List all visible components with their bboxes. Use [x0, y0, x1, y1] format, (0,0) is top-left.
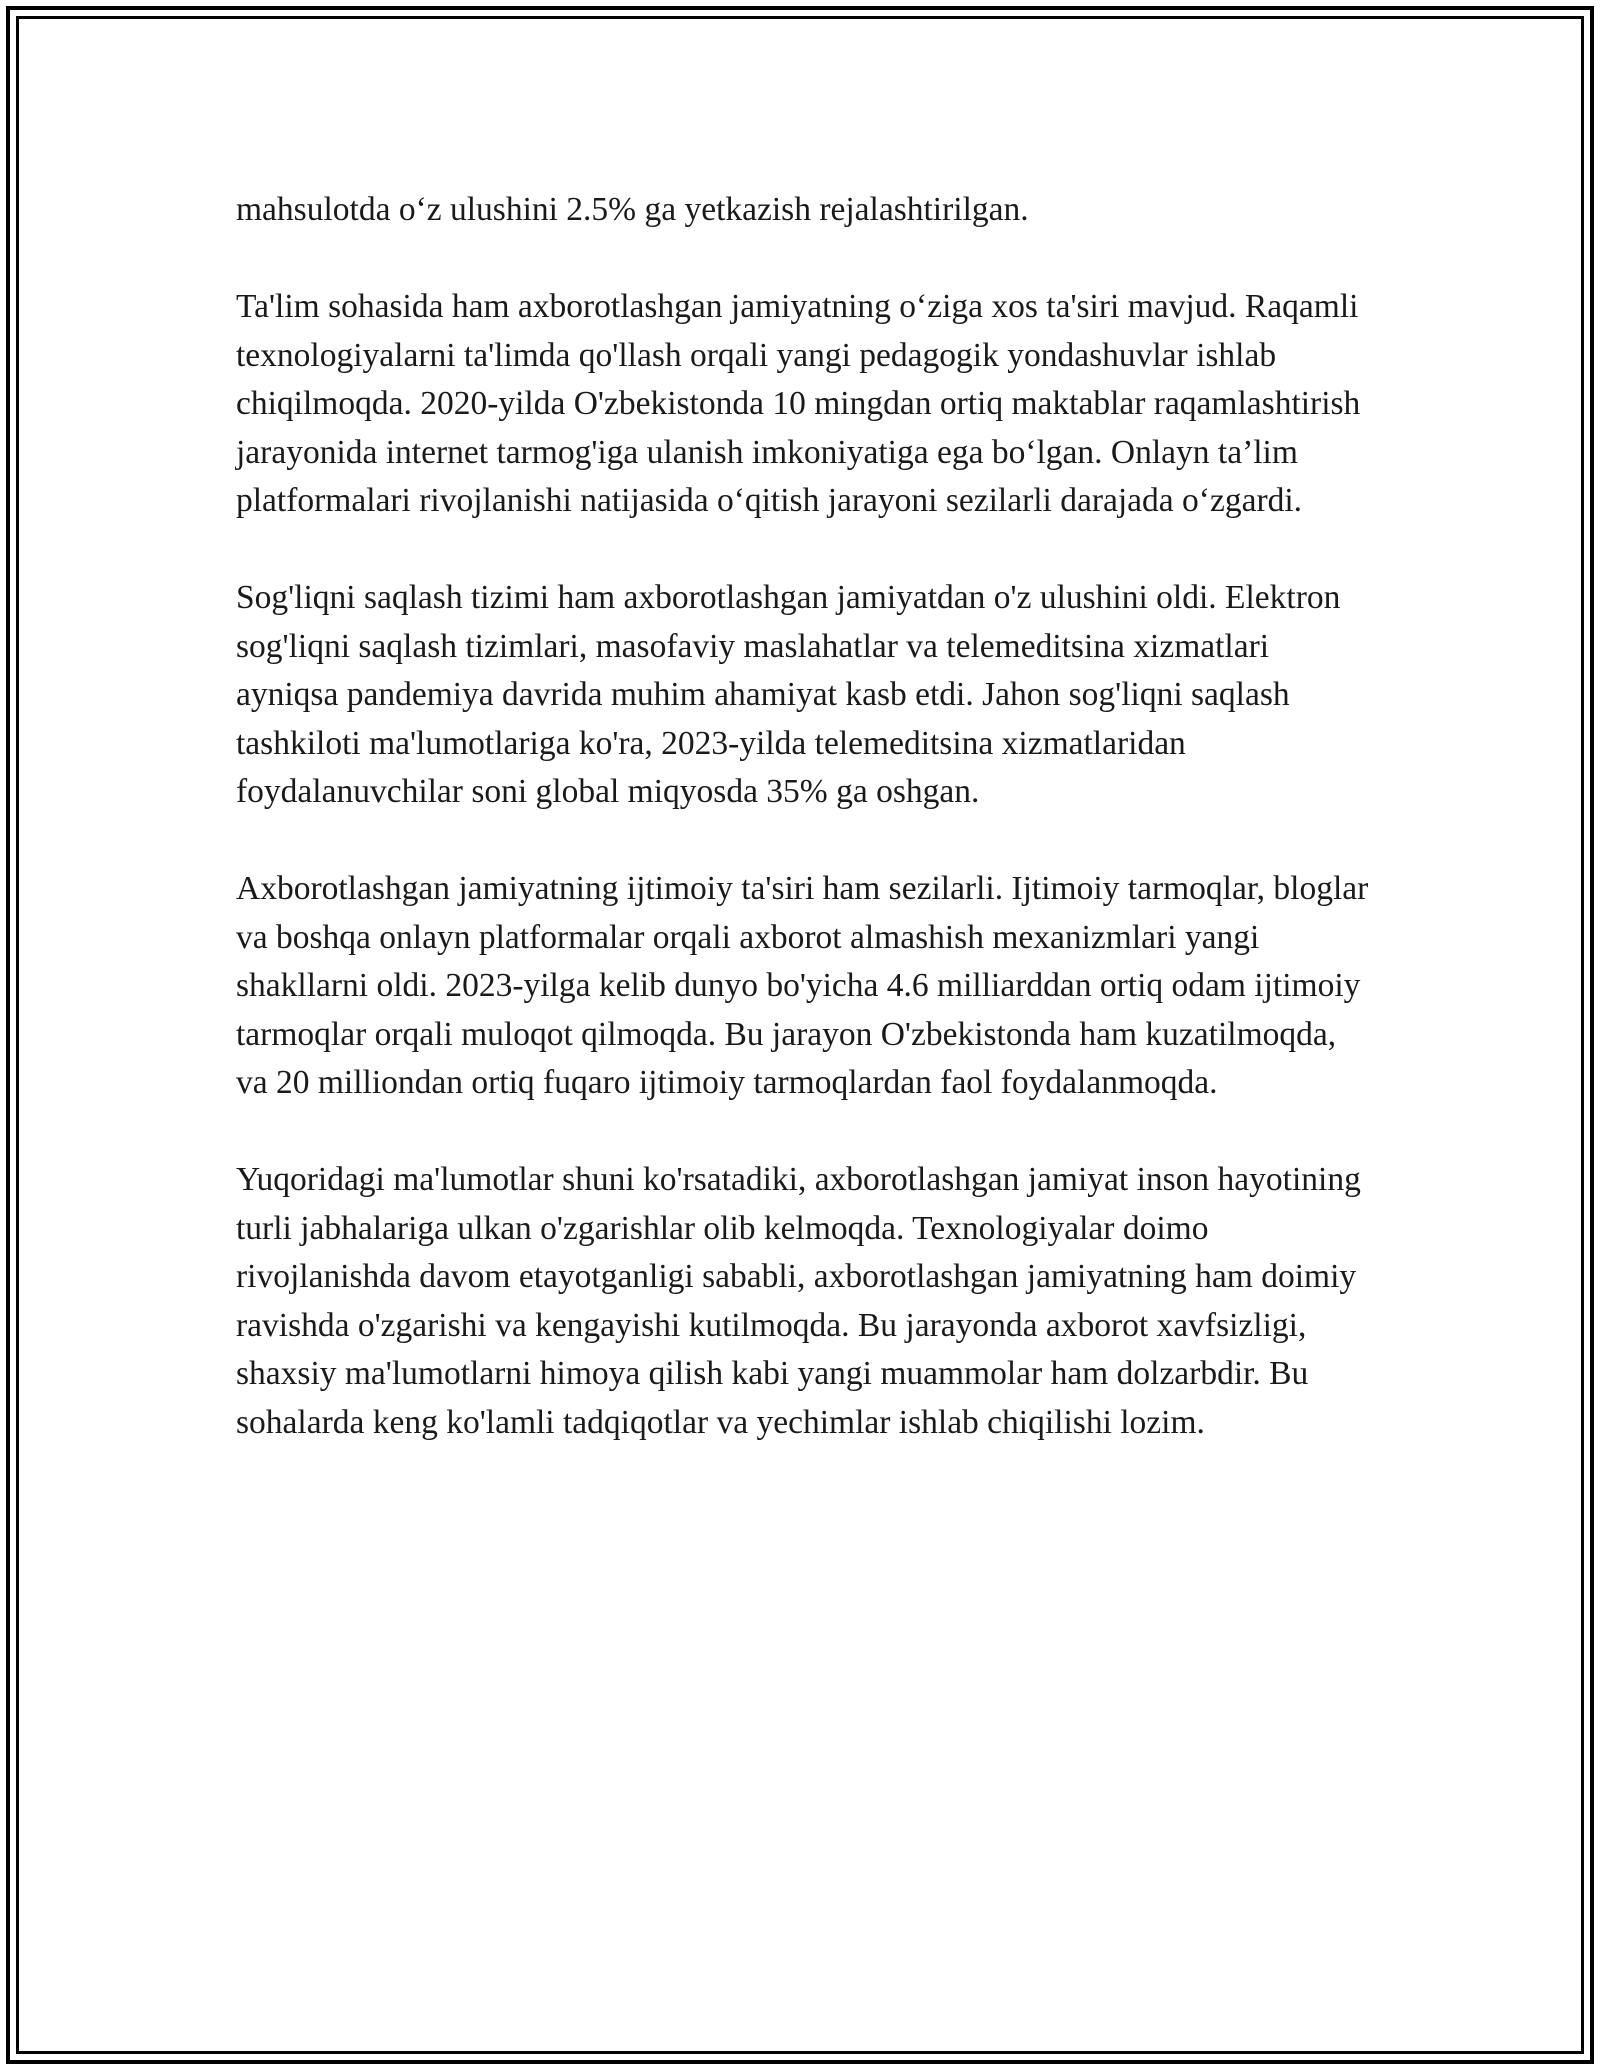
paragraph-social-impact: Axborotlashgan jamiyatning ijtimoiy ta'siri ham sezilarli. Ijtimoiy tarmoqlar, bloglar va boshqa onlayn platformalar orqali axborot almashish mexanizmlari yangi shakllarni oldi. 2023-yilga kelib dunyo bo'yicha 4.6 milliarddan ortiq odam ijtimoiy tarmoqlar orqali muloqot qilmoqda. Bu jarayon O'zbekistonda ham kuzatilmoqda, va 20 milliondan ortiq fuqaro ijtimoiy tarmoqlardan faol foydalanmoqda.	[236, 870, 1369, 1101]
paragraph-conclusion: Yuqoridagi ma'lumotlar shuni ko'rsatadiki, axborotlashgan jamiyat inson hayotining turli jabhalariga ulkan o'zgarishlar olib kelmoqda. Texnologiyalar doimo rivojlanishda davom etayotganligi sababli, axborotlashgan jamiyatning ham doimiy ravishda o'zgarishi va kengayishi kutilmoqda. Bu jarayonda axborot xavfsizligi, shaxsiy ma'lumotlarni himoya qilish kabi yangi muammolar ham dolzarbdir. Bu sohalarda keng ko'lamli tadqiqotlar va yechimlar ishlab chiqilishi lozim.	[236, 1161, 1361, 1441]
paragraph-continuation: mahsulotda o‘z ulushini 2.5% ga yetkazish rejalashtirilgan.	[236, 191, 1029, 228]
document-body	[236, 186, 1376, 1496]
paragraph-education: Ta'lim sohasida ham axborotlashgan jamiyatning o‘ziga xos ta'siri mavjud. Raqamli texnologiyalarni ta'limda qo'llash orqali yangi pedagogik yondashuvlar ishlab chiqilmoqda. 2020-yilda O'zbekistonda 10 mingdan ortiq maktablar raqamlashtirish jarayonida internet tarmog'iga ulanish imkoniyatiga ega bo‘lgan. Onlayn ta’lim platformalari rivojlanishi natijasida o‘qitish jarayoni sezilarli darajada o‘zgardi.	[236, 288, 1361, 519]
paragraph-healthcare: Sog'liqni saqlash tizimi ham axborotlashgan jamiyatdan o'z ulushini oldi. Elektron sog'liqni saqlash tizimlari, masofaviy maslahatlar va telemeditsina xizmatlari ayniqsa pandemiya davrida muhim ahamiyat kasb etdi. Jahon sog'liqni saqlash tashkiloti ma'lumotlariga ko'ra, 2023-yilda telemeditsina xizmatlaridan foydalanuvchilar soni global miqyosda 35% ga oshgan.	[236, 579, 1341, 810]
